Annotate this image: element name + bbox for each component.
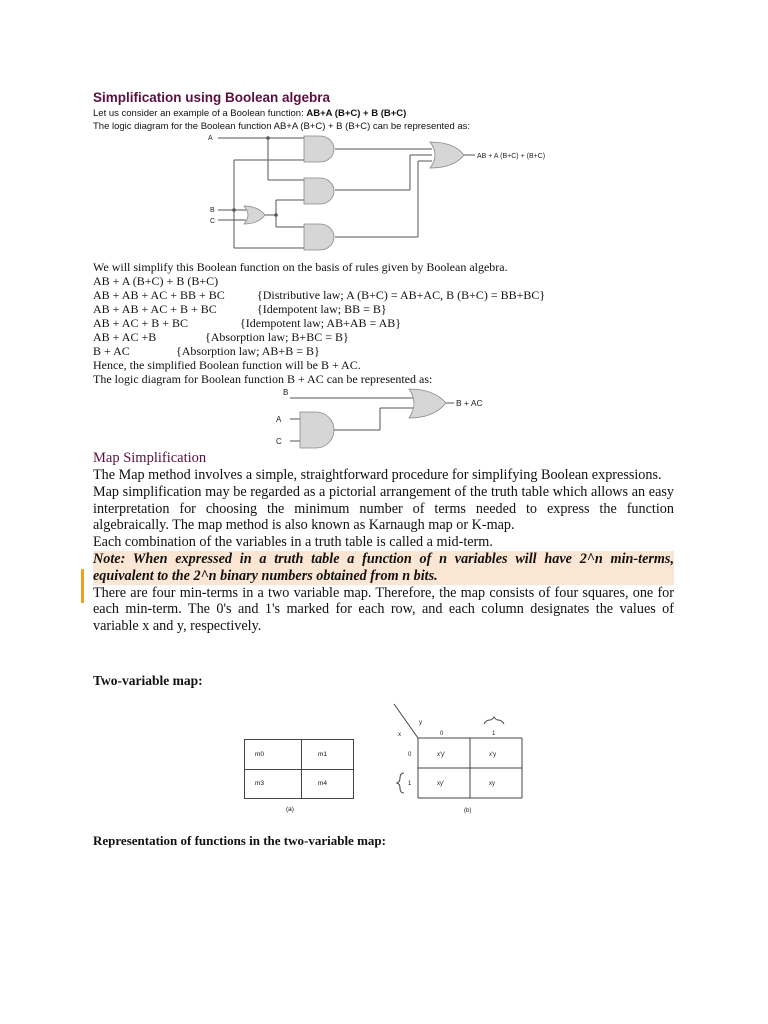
and-gate-ac bbox=[300, 412, 334, 448]
kmap-b-cell: x'y' bbox=[437, 752, 446, 758]
kmap-b bbox=[384, 700, 530, 822]
kmap-b-cell: xy bbox=[489, 781, 495, 787]
kmap-b-cell: x'y bbox=[489, 752, 497, 758]
kmap-a-cell: m4 bbox=[302, 769, 354, 799]
kmap-b-col-header: 0 bbox=[440, 731, 444, 737]
diagram2-label-b: B bbox=[283, 388, 289, 397]
step-row-4: AB + AC +B {Absorption law; B+BC = B} bbox=[93, 330, 349, 344]
logic-diagram-original bbox=[200, 130, 580, 255]
steps-intro: We will simplify this Boolean function on the basis of rules given by Boolean algebra. bbox=[93, 260, 508, 274]
kmap-b-x-label: x bbox=[398, 732, 401, 738]
map-para-2: Map simplification may be regarded as a pictorial arrangement of the truth table which allows an easy interpretation for choosing the minimum number of terms needed to express the function algebraically. The map method is also known as Karnaugh map or K-map. bbox=[93, 483, 674, 534]
intro-line-2: The logic diagram for the Boolean function AB+A (B+C) + B (B+C) can be represented as: bbox=[93, 121, 471, 132]
diagram1-label-a: A bbox=[208, 135, 213, 142]
diagram1-label-c: C bbox=[210, 218, 216, 225]
or-gate-output bbox=[430, 142, 464, 168]
brace-left-icon bbox=[397, 773, 404, 793]
and-gate-3 bbox=[304, 224, 334, 250]
kmap-b-col-header: 1 bbox=[492, 731, 496, 737]
note-highlight: Note: When expressed in a truth table a function of n variables will have 2^n min-terms, equivalent to the 2^n binary numbers obtained from n bits. bbox=[93, 550, 674, 584]
kmap-a-cell: m0 bbox=[245, 740, 302, 770]
kmap-a bbox=[244, 739, 354, 799]
step-row-5: B + AC {Absorption law; AB+B = B} bbox=[93, 344, 320, 358]
diagram2-label-c: C bbox=[276, 437, 282, 446]
and-gate-1 bbox=[304, 136, 334, 162]
section-heading-boolean: Simplification using Boolean algebra bbox=[93, 90, 331, 105]
kmap-b-caption: (b) bbox=[464, 808, 472, 814]
map-body bbox=[93, 467, 674, 635]
steps-logic-intro: The logic diagram for Boolean function B + AC can be represented as: bbox=[93, 372, 433, 386]
note-marker bbox=[81, 569, 84, 603]
kmap-a-cell: m3 bbox=[245, 769, 302, 799]
section-heading-map: Map Simplification bbox=[93, 450, 207, 466]
brace-top-icon bbox=[484, 717, 504, 724]
or-gate-final bbox=[409, 389, 446, 418]
and-gate-2 bbox=[304, 178, 334, 204]
diagram1-label-b: B bbox=[210, 207, 215, 214]
steps-hence: Hence, the simplified Boolean function will be B + AC. bbox=[93, 358, 361, 372]
map-para-3: Each combination of the variables in a truth table is called a mid-term. bbox=[93, 534, 493, 551]
representation-heading: Representation of functions in the two-variable map: bbox=[93, 833, 386, 848]
diagram1-output-label: AB + A (B+C) + (B+C) bbox=[477, 153, 546, 160]
intro-function: AB+A (B+C) + B (B+C) bbox=[306, 108, 407, 119]
or-gate-small bbox=[244, 206, 265, 224]
intro-prefix: Let us consider an example of a Boolean function: bbox=[93, 108, 307, 119]
map-para-1: The Map method involves a simple, straightforward procedure for simplifying Boolean expressions. bbox=[93, 467, 662, 483]
simplification-steps bbox=[93, 260, 693, 386]
kmap-b-cell: xy' bbox=[437, 781, 445, 787]
map-para-4: There are four min-terms in a two variable map. Therefore, the map consists of four squares, one for each min-term. The 0's and 1's marked for each row, and each column designates the values of variable x and y, respectively. bbox=[93, 584, 674, 635]
diagram2-label-a: A bbox=[276, 415, 282, 424]
kmap-a-cell: m1 bbox=[302, 740, 354, 770]
kmap-b-row-header: 1 bbox=[408, 781, 412, 787]
kmap-b-row-header: 0 bbox=[408, 752, 412, 758]
logic-diagram-simplified bbox=[270, 386, 500, 450]
step-row-2: AB + AB + AC + B + BC {Idempotent law; BB = B} bbox=[93, 302, 387, 316]
two-variable-heading: Two-variable map: bbox=[93, 673, 203, 688]
diagram2-output-label: B + AC bbox=[456, 398, 483, 408]
kmap-a-caption: (a) bbox=[286, 806, 294, 813]
kmap-b-y-label: y bbox=[419, 720, 422, 726]
step-row-1: AB + AB + AC + BB + BC {Distributive law; A (B+C) = AB+AC, B (B+C) = BB+BC} bbox=[93, 288, 546, 302]
step-row-3: AB + AC + B + BC {Idempotent law; AB+AB = AB} bbox=[93, 316, 402, 330]
step-row-0: AB + A (B+C) + B (B+C) bbox=[93, 274, 219, 288]
intro-line-1 bbox=[93, 108, 406, 120]
